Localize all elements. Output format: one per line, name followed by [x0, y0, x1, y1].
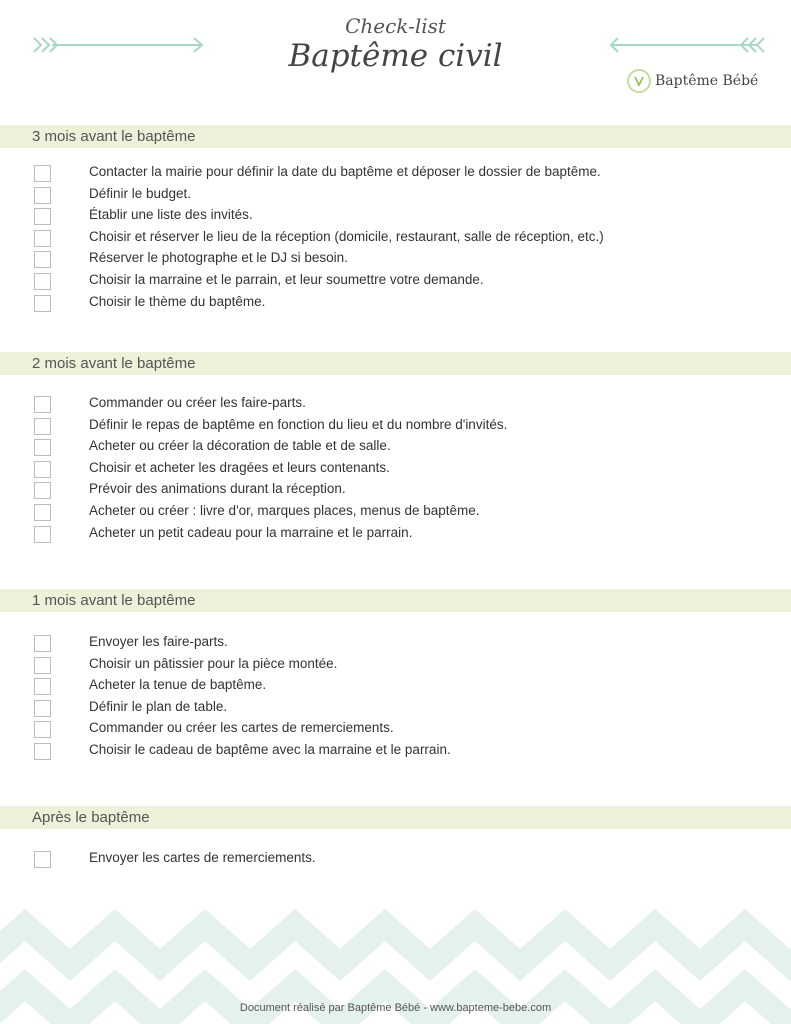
task-label: Choisir le thème du baptême.: [89, 293, 266, 309]
task-label: Envoyer les cartes de remerciements.: [89, 850, 316, 865]
task-checkbox[interactable]: [34, 396, 51, 413]
task-label: Établir une liste des invités.: [89, 207, 253, 223]
task-item: [0, 676, 791, 697]
task-label: Définir le budget.: [89, 185, 192, 201]
task-item: [0, 293, 791, 314]
section-header: [0, 125, 791, 148]
logo-text: Baptême Bébé: [655, 73, 759, 89]
task-checkbox[interactable]: [34, 851, 51, 868]
task-label: Choisir la marraine et le parrain, et leur soumettre votre demande.: [89, 272, 484, 287]
task-label: Contacter la mairie pour définir la date du baptême et déposer le dossier de baptême.: [89, 164, 601, 179]
task-item: [0, 228, 791, 249]
task-label: Définir le repas de baptême en fonction du lieu et du nombre d'invités.: [89, 416, 508, 432]
task-item: [0, 271, 791, 292]
task-checkbox[interactable]: [34, 295, 51, 312]
section-header: [0, 352, 791, 375]
title-checklist: Check-list: [345, 14, 446, 38]
task-checkbox[interactable]: [34, 251, 51, 268]
task-checkbox[interactable]: [34, 700, 51, 717]
task-label: Choisir le cadeau de baptême avec la marraine et le parrain.: [89, 742, 451, 757]
task-item: [0, 633, 791, 654]
task-checkbox[interactable]: [34, 273, 51, 290]
task-checkbox[interactable]: [34, 635, 51, 652]
task-item: [0, 502, 791, 523]
task-checkbox[interactable]: [34, 743, 51, 760]
page-title: Baptême civil: [288, 38, 503, 74]
section-header: [0, 589, 791, 612]
task-checkbox[interactable]: [34, 439, 51, 456]
task-label: Réserver le photographe et le DJ si besoin.: [89, 250, 348, 266]
task-checkbox[interactable]: [34, 657, 51, 674]
task-item: [0, 394, 791, 415]
section-header: [0, 806, 791, 829]
task-label: Choisir et réserver le lieu de la réception (domicile, restaurant, salle de réception, etc.): [89, 228, 604, 244]
task-item: [0, 698, 791, 719]
task-item: [0, 849, 791, 870]
task-checkbox[interactable]: [34, 504, 51, 521]
task-label: Choisir un pâtissier pour la pièce montée.: [89, 655, 338, 671]
task-label: Acheter la tenue de baptême.: [89, 677, 267, 693]
task-item: [0, 741, 791, 762]
section-title: 3 mois avant le baptême: [32, 128, 196, 145]
task-label: Envoyer les faire-parts.: [89, 634, 228, 649]
task-item: [0, 655, 791, 676]
task-item: [0, 416, 791, 437]
task-label: Prévoir des animations durant la réception.: [89, 481, 346, 497]
task-item: [0, 480, 791, 501]
task-label: Commander ou créer les faire-parts.: [89, 395, 306, 410]
task-item: [0, 206, 791, 227]
task-label: Acheter un petit cadeau pour la marraine et le parrain.: [89, 524, 413, 540]
task-checkbox[interactable]: [34, 482, 51, 499]
footer-text: Document réalisé par Baptême Bébé - www.bapteme-bebe.com: [239, 1002, 552, 1014]
task-checkbox[interactable]: [34, 165, 51, 182]
task-checkbox[interactable]: [34, 721, 51, 738]
section-title: 1 mois avant le baptême: [32, 592, 196, 609]
task-checkbox[interactable]: [34, 461, 51, 478]
task-checkbox[interactable]: [34, 678, 51, 695]
task-checkbox[interactable]: [34, 526, 51, 543]
task-label: Commander ou créer les cartes de remerciements.: [89, 720, 394, 736]
brand-logo: [627, 67, 758, 95]
task-checkbox[interactable]: [34, 208, 51, 225]
logo-icon: [627, 69, 651, 93]
task-item: [0, 185, 791, 206]
task-item: [0, 719, 791, 740]
task-item: [0, 249, 791, 270]
task-checkbox[interactable]: [34, 187, 51, 204]
section-title: 2 mois avant le baptême: [32, 355, 196, 372]
task-label: Choisir et acheter les dragées et leurs contenants.: [89, 459, 390, 475]
task-label: Définir le plan de table.: [89, 698, 228, 714]
page-header: [0, 0, 791, 110]
task-item: [0, 437, 791, 458]
task-checkbox[interactable]: [34, 230, 51, 247]
task-label: Acheter ou créer : livre d'or, marques places, menus de baptême.: [89, 503, 480, 518]
task-item: [0, 459, 791, 480]
task-item: [0, 163, 791, 184]
task-label: Acheter ou créer la décoration de table et de salle.: [89, 438, 391, 454]
task-item: [0, 524, 791, 545]
task-checkbox[interactable]: [34, 418, 51, 435]
section-title: Après le baptême: [32, 809, 150, 826]
